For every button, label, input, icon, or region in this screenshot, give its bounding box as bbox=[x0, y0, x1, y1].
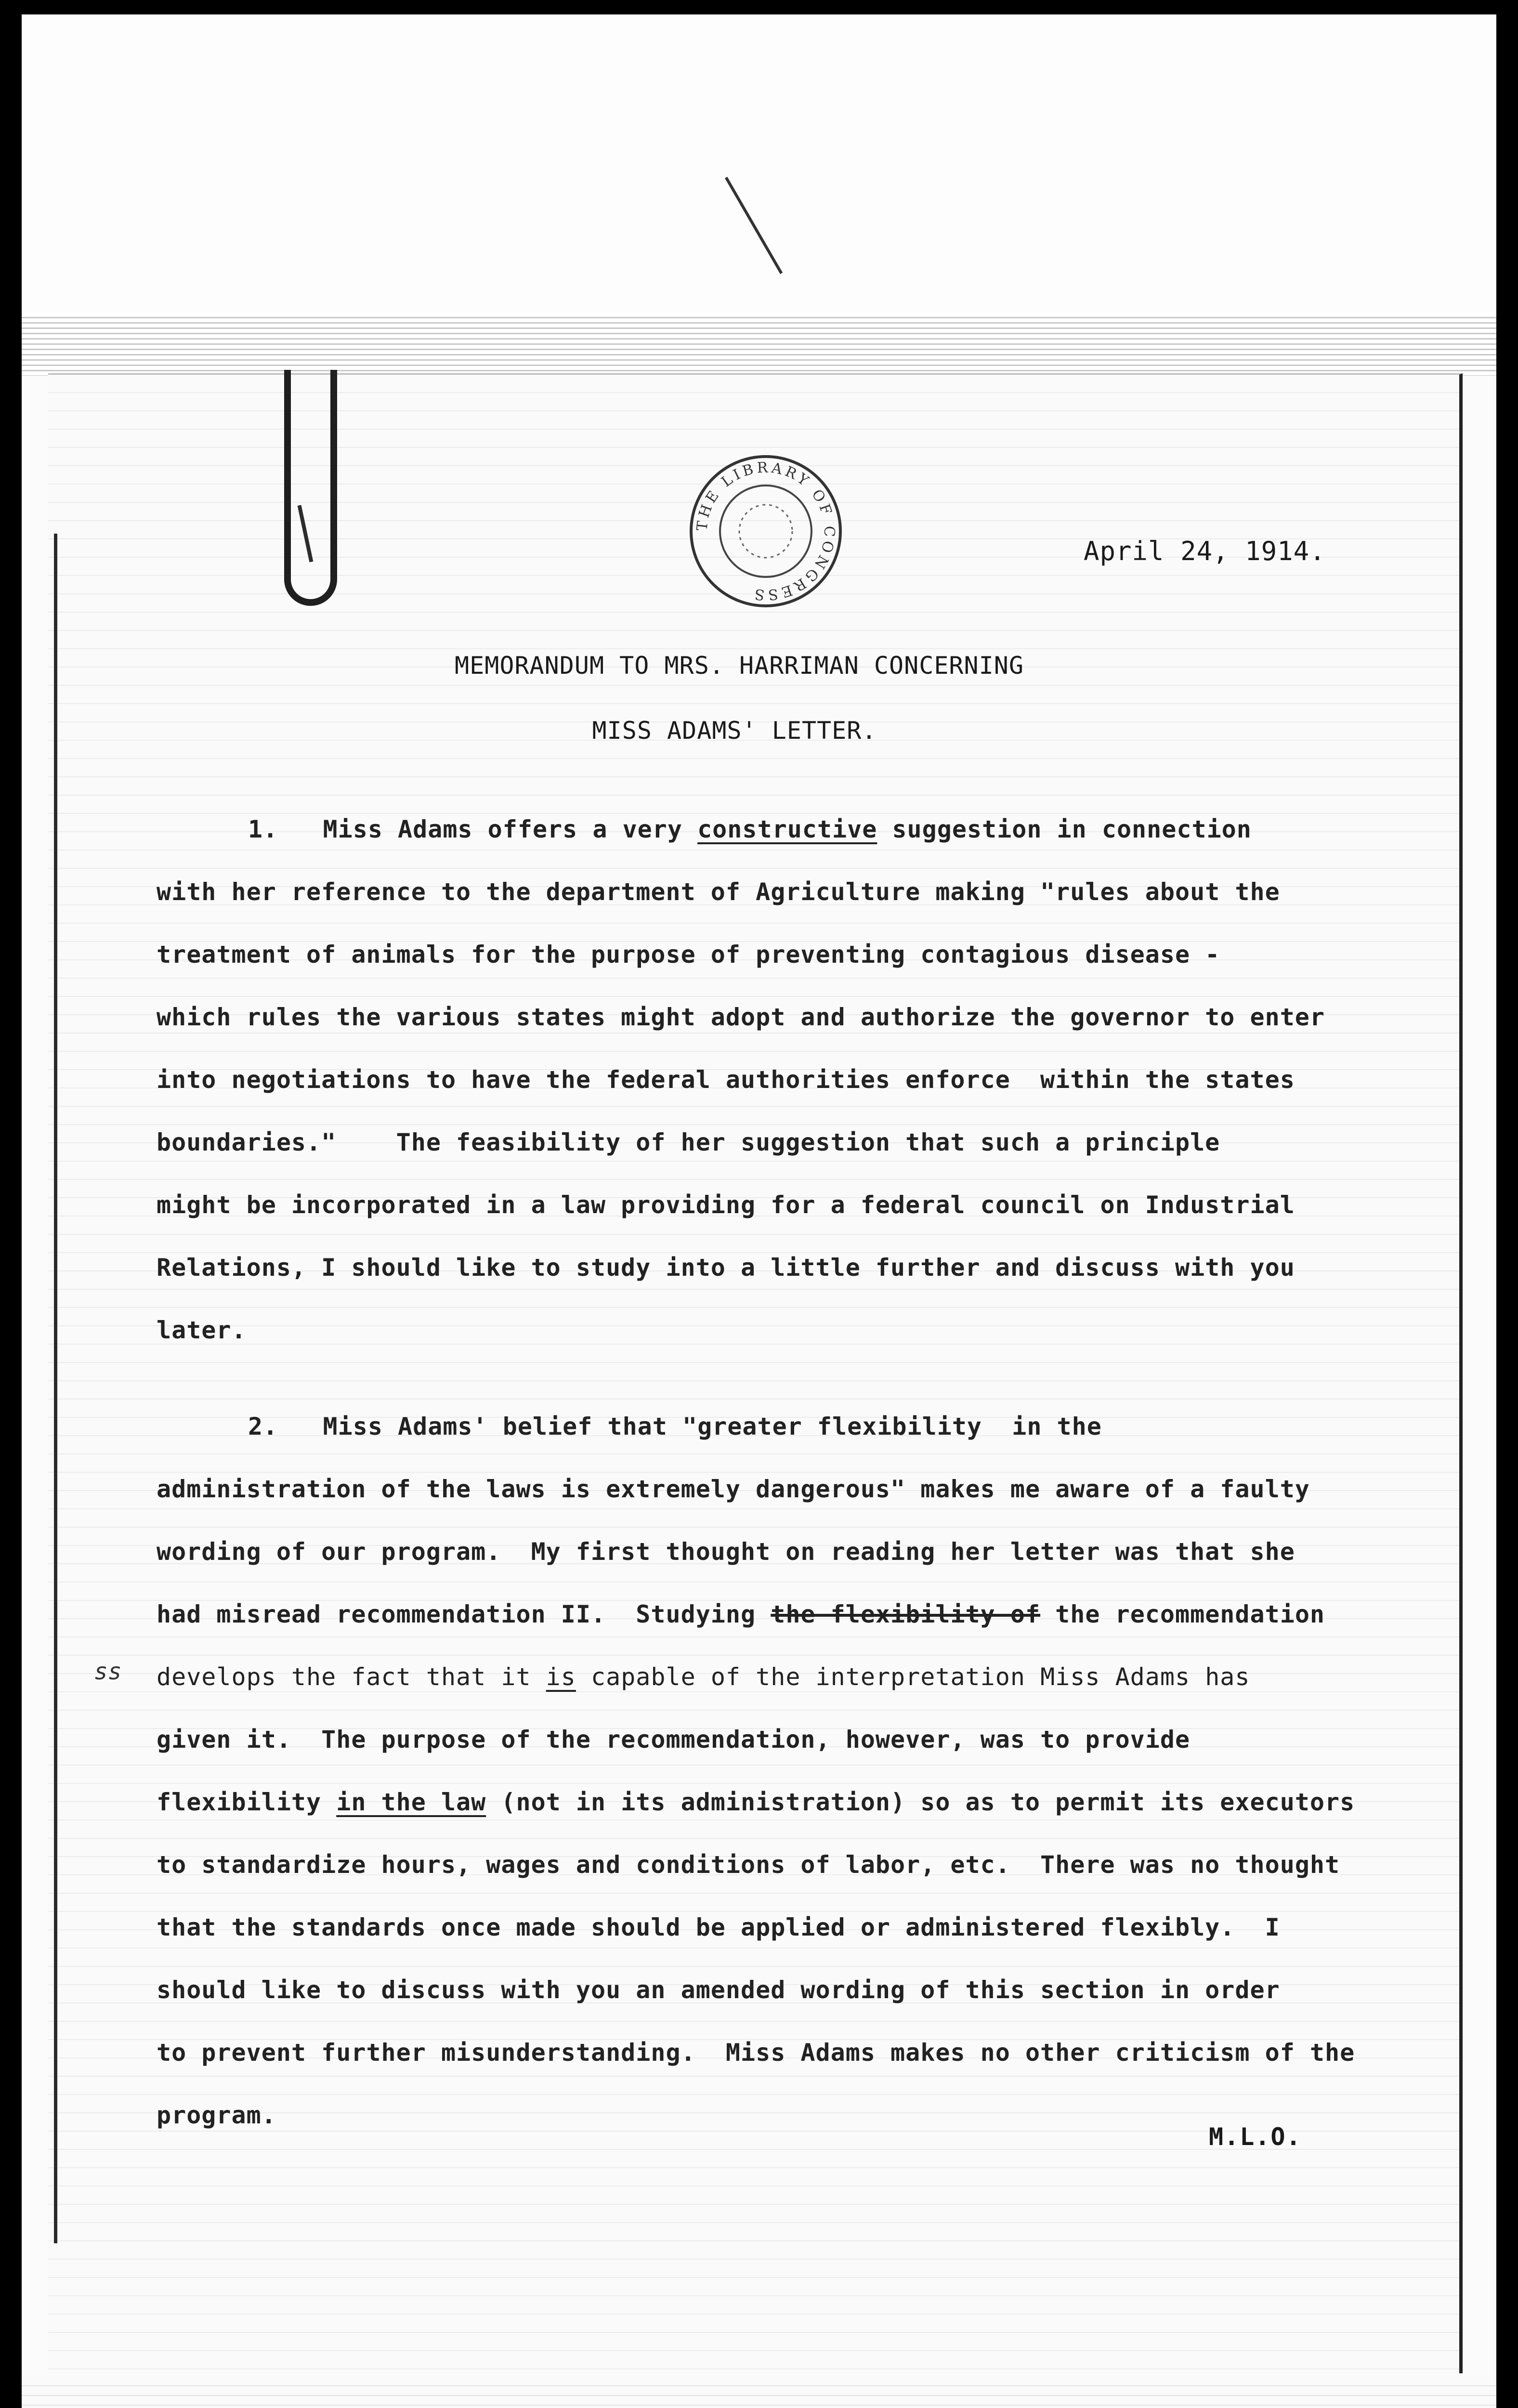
text-segment: develops the fact that it bbox=[157, 1663, 546, 1691]
text-segment: capable of the interpretation Miss Adams has bbox=[576, 1663, 1250, 1691]
paragraph-2-line-3: wording of our program. My first thought on reading her letter was that she bbox=[157, 1538, 1295, 1566]
blank-leader bbox=[22, 14, 1496, 313]
frame-separator bbox=[22, 313, 1496, 376]
microfilm-frame bbox=[22, 14, 1496, 2408]
memo-sheet bbox=[48, 373, 1463, 2373]
memo-date: April 24, 1914. bbox=[1084, 536, 1326, 566]
seal-text: THE LIBRARY OF CONGRESS bbox=[694, 459, 838, 603]
memo-title-line-2: MISS ADAMS' LETTER. bbox=[592, 717, 877, 745]
paragraph-1-line-3: treatment of animals for the purpose of preventing contagious disease - bbox=[157, 941, 1220, 968]
paragraph-1-line-5: into negotiations to have the federal authorities enforce within the states bbox=[157, 1066, 1295, 1094]
text-segment: flexibility bbox=[157, 1788, 337, 1816]
trailing-frame bbox=[22, 2377, 1496, 2408]
paragraph-1-line-9: later. bbox=[157, 1316, 247, 1344]
paper-clip-icon bbox=[284, 370, 337, 606]
paragraph-2-line-8: to standardize hours, wages and conditions of labor, etc. There was no thought bbox=[157, 1851, 1340, 1879]
text-segment: 1. Miss Adams offers a very bbox=[248, 815, 698, 843]
paragraph-2-line-1: 2. Miss Adams' belief that "greater flexibility in the bbox=[248, 1413, 1102, 1440]
paragraph-2-line-2: administration of the laws is extremely dangerous" makes me aware of a faulty bbox=[157, 1475, 1310, 1503]
paragraph-2-line-10: should like to discuss with you an amended wording of this section in order bbox=[157, 1976, 1280, 2004]
sheet-left-edge bbox=[54, 534, 57, 2243]
underlined-phrase: in the law bbox=[336, 1788, 486, 1816]
text-segment: the recommendation bbox=[1040, 1600, 1325, 1628]
text-segment: had misread recommendation II. Studying bbox=[157, 1600, 771, 1628]
paragraph-1-line-4: which rules the various states might adopt and authorize the governor to enter bbox=[157, 1003, 1325, 1031]
paragraph-1-line-2: with her reference to the department of Agriculture making "rules about the bbox=[157, 878, 1280, 906]
paragraph-1-line-6: boundaries." The feasibility of her suggestion that such a principle bbox=[157, 1128, 1220, 1156]
paragraph-1-line-1 bbox=[248, 815, 1252, 843]
paragraph-1-line-8: Relations, I should like to study into a little further and discuss with you bbox=[157, 1254, 1295, 1282]
paragraph-1-line-7: might be incorporated in a law providing for a federal council on Industrial bbox=[157, 1191, 1295, 1219]
paragraph-2-line-7 bbox=[157, 1788, 1355, 1816]
seal-stamp-icon bbox=[686, 452, 845, 611]
paragraph-2-line-9: that the standards once made should be applied or administered flexibly. I bbox=[157, 1913, 1280, 1941]
underlined-word: constructive bbox=[697, 815, 877, 843]
signature-initials: M.L.O. bbox=[1209, 2123, 1302, 2151]
underlined-word: is bbox=[546, 1663, 576, 1691]
paragraph-2-line-11: to prevent further misunderstanding. Miss Adams makes no other criticism of the bbox=[157, 2039, 1355, 2067]
text-segment: (not in its administration) so as to permit its executors bbox=[486, 1788, 1355, 1816]
margin-annotation: ss bbox=[94, 1658, 122, 1685]
text-segment: suggestion in connection bbox=[877, 815, 1252, 843]
svg-text:THE LIBRARY OF CONGRESS bbox=[694, 459, 838, 603]
paragraph-2-line-5 bbox=[157, 1663, 1250, 1691]
library-of-congress-seal bbox=[686, 452, 845, 611]
struck-out-text: the flexibility of bbox=[771, 1600, 1041, 1628]
paragraph-2-line-12: program. bbox=[157, 2101, 276, 2129]
memo-title-line-1: MEMORANDUM TO MRS. HARRIMAN CONCERNING bbox=[455, 652, 1024, 680]
paragraph-2-line-4 bbox=[157, 1600, 1325, 1628]
paragraph-2-line-6: given it. The purpose of the recommendation, however, was to provide bbox=[157, 1726, 1191, 1754]
